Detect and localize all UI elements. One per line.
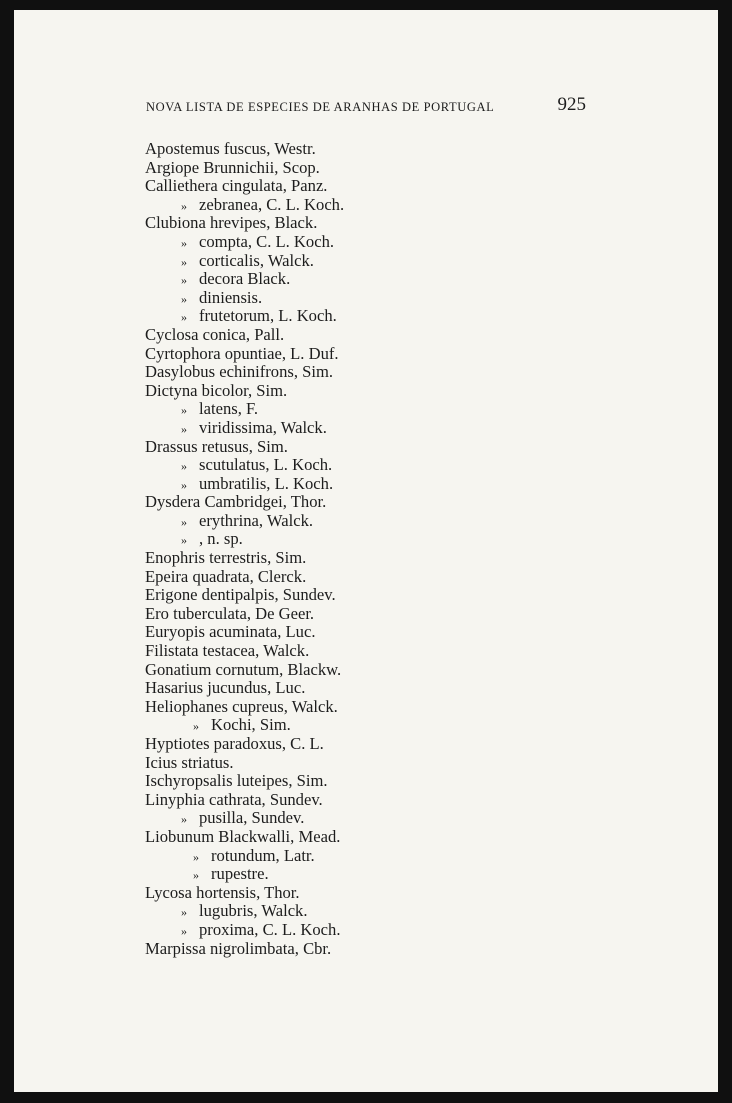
species-name: Drassus retusus, Sim. [145,436,288,456]
ditto-mark: » [181,254,187,269]
species-name: decora Black. [199,269,291,289]
species-entry [145,847,545,866]
ditto-mark: » [181,514,187,529]
species-name: viridissima, Walck. [199,417,327,437]
ditto-mark: » [181,310,187,325]
species-name: Marpissa nigrolimbata, Cbr. [145,938,332,958]
species-entry [145,679,545,698]
species-entry [145,605,545,624]
species-entry [145,754,545,773]
ditto-mark: » [181,273,187,288]
species-name: Heliophanes cupreus, Walck. [145,696,338,716]
species-name: erythrina, Walck. [199,510,314,530]
species-name: Dasylobus echinifrons, Sim. [145,362,334,382]
species-entry [145,828,545,847]
ditto-mark: » [181,235,187,250]
species-entry [145,809,545,828]
ditto-mark: » [181,477,187,492]
species-name: , n. sp. [199,529,243,549]
species-entry [145,270,545,289]
ditto-mark: » [181,198,187,213]
species-name: Icius striatus. [145,752,234,772]
species-name: corticalis, Walck. [199,250,314,270]
ditto-mark: » [181,905,187,920]
species-name: Calliethera cingulata, Panz. [145,176,328,196]
species-entry [145,438,545,457]
species-entry [145,252,545,271]
page-header [146,92,586,118]
ditto-mark: » [181,812,187,827]
species-entry [145,698,545,717]
species-name: zebranea, C. L. Koch. [199,194,345,214]
species-name: Erigone dentipalpis, Sundev. [145,585,336,605]
ditto-mark: » [181,421,187,436]
species-name: umbratilis, L. Koch. [199,473,334,493]
species-entry [145,586,545,605]
species-entry [145,475,545,494]
species-name: Hasarius jucundus, Luc. [145,678,306,698]
species-name: pusilla, Sundev. [199,808,305,828]
species-entry [145,568,545,587]
species-entry [145,735,545,754]
species-name: Euryopis acuminata, Luc. [145,622,316,642]
species-entry [145,530,545,549]
species-entry [145,642,545,661]
ditto-mark: » [193,868,199,883]
species-name: Hyptiotes paradoxus, C. L. [145,734,324,753]
species-entry [145,902,545,921]
species-entry [145,716,545,735]
species-entry [145,345,545,364]
species-entry [145,493,545,512]
species-entry [145,772,545,791]
species-entry [145,456,545,475]
species-name: Filistata testacea, Walck. [145,641,310,661]
species-entry [145,549,545,568]
book-page [14,10,718,1092]
species-entry [145,307,545,326]
species-entry [145,159,545,178]
species-entry [145,289,545,308]
species-entry [145,623,545,642]
species-entry [145,214,545,233]
species-name: Argiope Brunnichii, Scop. [145,157,320,177]
species-entry [145,884,545,903]
ditto-mark: » [181,533,187,548]
species-entry [145,791,545,810]
species-entry [145,233,545,252]
species-entry [145,326,545,345]
species-name: Cyclosa conica, Pall. [145,324,285,344]
species-entry [145,177,545,196]
ditto-mark: » [181,459,187,474]
species-name: rupestre. [211,864,269,884]
ditto-mark: » [193,719,199,734]
species-entry [145,419,545,438]
species-name: Gonatium cornutum, Blackw. [145,659,342,679]
species-entry [145,661,545,680]
species-name: rotundum, Latr. [211,845,315,865]
species-entry [145,865,545,884]
page-number: 925 [557,94,586,115]
ditto-mark: » [181,291,187,306]
species-entry [145,140,545,159]
species-name: proxima, C. L. Koch. [199,919,341,939]
species-name: Lycosa hortensis, Thor. [145,882,300,902]
species-name: Linyphia cathrata, Sundev. [145,789,323,809]
species-name: Ero tuberculata, De Geer. [145,603,315,623]
species-name: Ischyropsalis luteipes, Sim. [145,771,328,791]
species-entry [145,940,545,959]
ditto-mark: » [193,849,199,864]
species-name: latens, F. [199,399,259,419]
species-name: Kochi, Sim. [211,715,291,735]
species-entry [145,512,545,531]
species-name: Enophris terrestris, Sim. [145,548,307,568]
species-name: Cyrtophora opuntiae, L. Duf. [145,343,339,363]
species-name: Liobunum Blackwalli, Mead. [145,826,341,846]
species-name: lugubris, Walck. [199,901,308,921]
species-name: Apostemus fuscus, Westr. [145,139,316,158]
species-name: Epeira quadrata, Clerck. [145,566,307,586]
species-entry [145,400,545,419]
species-name: Dysdera Cambridgei, Thor. [145,492,327,512]
species-name: Dictyna bicolor, Sim. [145,380,288,400]
species-name: scutulatus, L. Koch. [199,455,333,475]
species-entry [145,363,545,382]
running-title: NOVA LISTA DE ESPECIES DE ARANHAS DE PORTUGAL [146,100,495,114]
species-name: compta, C. L. Koch. [199,231,335,251]
species-name: frutetorum, L. Koch. [199,306,337,326]
ditto-mark: » [181,403,187,418]
species-list [145,140,545,958]
species-entry [145,196,545,215]
species-entry [145,921,545,940]
species-name: Clubiona hrevipes, Black. [145,213,318,233]
ditto-mark: » [181,923,187,938]
species-entry [145,382,545,401]
species-name: diniensis. [199,287,263,307]
